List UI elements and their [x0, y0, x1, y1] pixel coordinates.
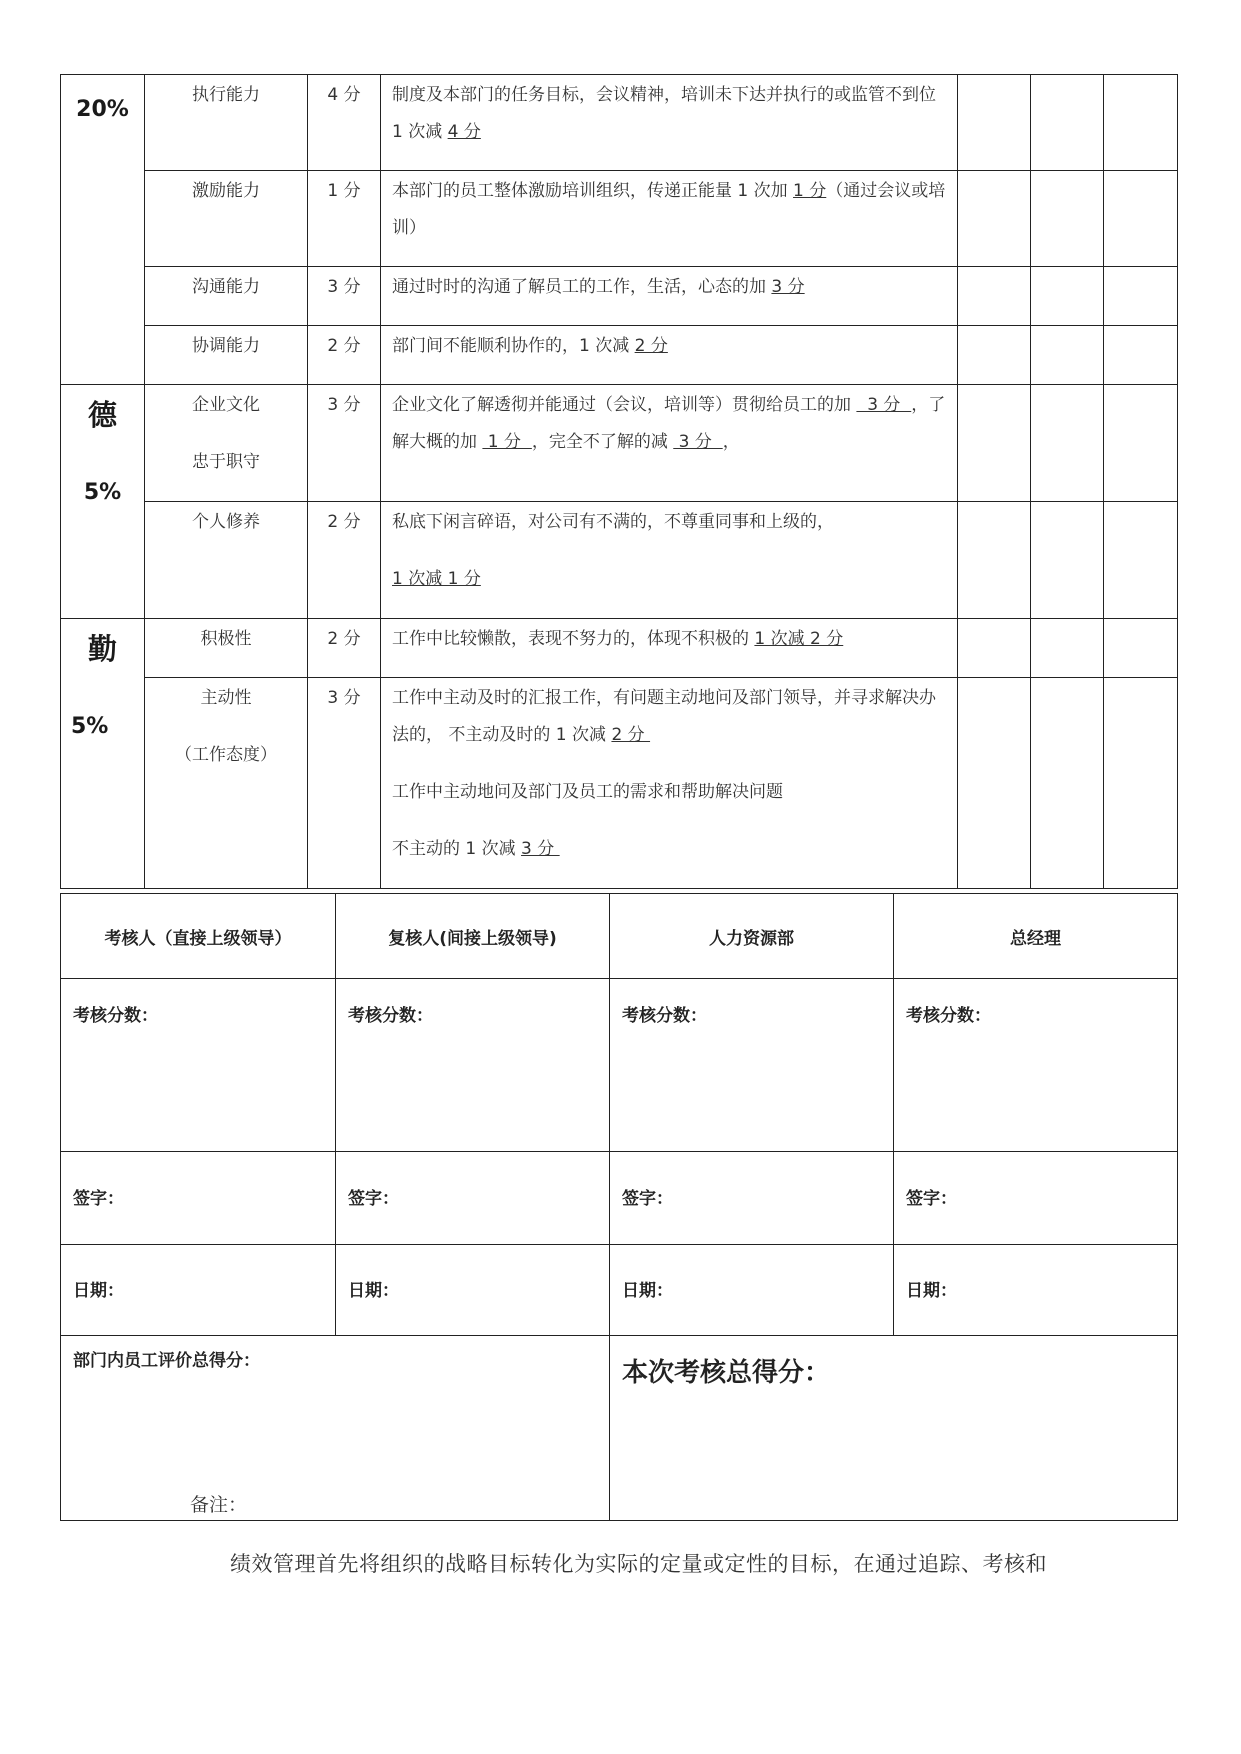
score-cell[interactable] [1031, 75, 1104, 171]
score-cell[interactable] [1104, 75, 1178, 171]
category-percent: 5% [83, 480, 122, 505]
category-ability-cell [61, 75, 145, 385]
score-cell[interactable] [1031, 267, 1104, 326]
item-description: 企业文化了解透彻并能通过（会议，培训等）贯彻给员工的加 3 分 ，了解大概的加 1 分 ，完全不了解的减 3 分 ， [381, 385, 958, 502]
item-score: 1 分 [308, 171, 381, 267]
table-row [61, 1245, 1178, 1336]
table-row [61, 75, 1178, 171]
item-description: 私底下闲言碎语，对公司有不满的，不尊重同事和上级的， 1 次减 1 分 [381, 502, 958, 619]
item-name: 激励能力 [145, 171, 308, 267]
general-manager-header: 总经理 [894, 894, 1178, 979]
score-cell[interactable] [1031, 678, 1104, 889]
reviewer-header: 考核人（直接上级领导） [61, 894, 336, 979]
item-name: 积极性 [145, 619, 308, 678]
date-field[interactable]: 日期： [336, 1245, 610, 1336]
table-row [61, 171, 1178, 267]
criteria-table [60, 74, 1178, 889]
category-char: 德 [87, 398, 117, 432]
date-field[interactable]: 日期： [894, 1245, 1178, 1336]
category-percent: 5% [71, 714, 109, 739]
score-cell[interactable] [1104, 267, 1178, 326]
item-name: 企业文化 忠于职守 [145, 385, 308, 502]
score-cell[interactable] [958, 502, 1031, 619]
signature-field[interactable]: 签字： [336, 1152, 610, 1245]
notes-text: 绩效管理首先将组织的战略目标转化为实际的定量或定性的目标，在通过追踪、考核和 [230, 1552, 1047, 1576]
score-cell[interactable] [1104, 619, 1178, 678]
item-name: 沟通能力 [145, 267, 308, 326]
item-score: 3 分 [308, 678, 381, 889]
score-field[interactable]: 考核分数： [61, 979, 336, 1152]
score-field[interactable]: 考核分数： [336, 979, 610, 1152]
table-row [61, 385, 1178, 502]
category-virtue-cell [61, 385, 145, 619]
score-field[interactable]: 考核分数： [894, 979, 1178, 1152]
score-cell[interactable] [1104, 502, 1178, 619]
second-reviewer-header: 复核人(间接上级领导) [336, 894, 610, 979]
score-cell[interactable] [958, 75, 1031, 171]
score-cell[interactable] [1104, 385, 1178, 502]
signoff-table [60, 893, 1178, 1521]
item-name: 主动性 （工作态度） [145, 678, 308, 889]
overall-total-label: 本次考核总得分： [622, 1358, 831, 1388]
signature-field[interactable]: 签字： [894, 1152, 1178, 1245]
score-cell[interactable] [1104, 326, 1178, 385]
signature-field[interactable]: 签字： [610, 1152, 894, 1245]
item-description: 工作中比较懒散，表现不努力的，体现不积极的 1 次减 2 分 [381, 619, 958, 678]
item-name: 执行能力 [145, 75, 308, 171]
score-cell[interactable] [1031, 326, 1104, 385]
item-name: 个人修养 [145, 502, 308, 619]
item-description: 通过时时的沟通了解员工的工作，生活，心态的加 3 分 [381, 267, 958, 326]
item-score: 2 分 [308, 619, 381, 678]
score-cell[interactable] [1104, 171, 1178, 267]
score-cell[interactable] [1104, 678, 1178, 889]
date-field[interactable]: 日期： [610, 1245, 894, 1336]
dept-total-field[interactable]: 部门内员工评价总得分： [61, 1336, 610, 1521]
score-field[interactable]: 考核分数： [610, 979, 894, 1152]
item-score: 2 分 [308, 502, 381, 619]
score-cell[interactable] [958, 171, 1031, 267]
score-cell[interactable] [958, 619, 1031, 678]
score-cell[interactable] [958, 326, 1031, 385]
table-row [61, 267, 1178, 326]
item-score: 3 分 [308, 385, 381, 502]
notes-label: 备注： [190, 1494, 248, 1516]
item-score: 2 分 [308, 326, 381, 385]
item-description: 工作中主动及时的汇报工作，有问题主动地问及部门领导，并寻求解决办法的， 不主动及时的 1 次减 2 分 工作中主动地问及部门及员工的需求和帮助解决问题 不主动的 1 次减 3 分 [381, 678, 958, 889]
table-row [61, 979, 1178, 1152]
hr-header: 人力资源部 [610, 894, 894, 979]
date-field[interactable]: 日期： [61, 1245, 336, 1336]
item-description: 本部门的员工整体激励培训组织，传递正能量 1 次加 1 分（通过会议或培训） [381, 171, 958, 267]
score-cell[interactable] [958, 678, 1031, 889]
score-cell[interactable] [1031, 502, 1104, 619]
item-score: 3 分 [308, 267, 381, 326]
category-diligence-cell [61, 619, 145, 889]
table-row [61, 1152, 1178, 1245]
table-row [61, 678, 1178, 889]
signature-field[interactable]: 签字： [61, 1152, 336, 1245]
score-cell[interactable] [1031, 385, 1104, 502]
category-char: 勤 [87, 632, 117, 666]
table-row [61, 326, 1178, 385]
score-cell[interactable] [958, 267, 1031, 326]
category-percent: 20% [76, 97, 129, 122]
item-name: 协调能力 [145, 326, 308, 385]
table-row [61, 502, 1178, 619]
item-description: 部门间不能顺利协作的，1 次减 2 分 [381, 326, 958, 385]
score-cell[interactable] [958, 385, 1031, 502]
item-score: 4 分 [308, 75, 381, 171]
overall-total-field[interactable] [610, 1336, 1178, 1521]
score-cell[interactable] [1031, 171, 1104, 267]
item-description: 制度及本部门的任务目标，会议精神，培训未下达并执行的或监管不到位 1 次减 4 分 [381, 75, 958, 171]
table-row [61, 619, 1178, 678]
table-row [61, 894, 1178, 979]
score-cell[interactable] [1031, 619, 1104, 678]
